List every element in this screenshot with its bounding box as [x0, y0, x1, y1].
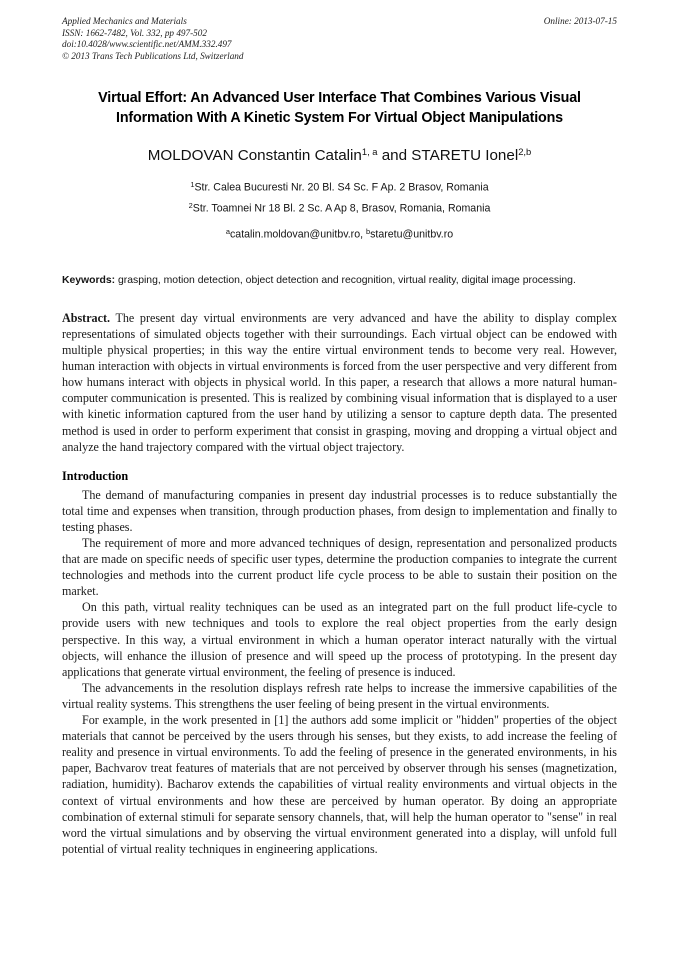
- author-list: [62, 142, 617, 166]
- paragraph: On this path, virtual reality techniques can be used as an integrated part on the full product life-cycle to provide users with new techniques and tools to explore the real object properties from the early design perspective. In this way, a virtual environment in which a human operator interact naturally with the virtual objects, will enhance the illusion of presence and will speed up the process of prototyping. In the present day applications that generate virtual environment, the feeling of presence is induced.: [62, 600, 617, 679]
- affiliation-1-marker: 1: [190, 179, 195, 189]
- page-content: [62, 16, 617, 857]
- email-a: catalin.moldovan@unitbv.ro,: [230, 228, 366, 241]
- paragraph: For example, in the work presented in [1] the authors add some implicit or "hidden" properties of the object materials that cannot be perceived by the users through his senses, but they exists, to add increase the feeling of reality and presence in virtual environments. To add the feeling of presence in the generated environments, in his paper, Bachvarov treat features of materials that are not perceived by observer through his senses (magnetization, radiation, humidity). Bacharov extends the capabilities of virtual reality environments and virtual objects in the context of virtual environments and how these are perceived by human operator. By doing an appropriate combination of external stimuli for separate sensory channels, that, will help the human operator to "sense" in real word the virtual simulations and by observing the virtual environment generated into a display, will unfold full potential of virtual reality techniques in engineering applications.: [62, 713, 617, 856]
- keywords-text: grasping, motion detection, object detection and recognition, virtual reality, digital image processing.: [115, 274, 576, 286]
- author-emails: [62, 224, 617, 243]
- issn-line: ISSN: 1662-7482, Vol. 332, pp 497-502: [62, 27, 207, 38]
- author-conjunction: and: [377, 147, 412, 165]
- section-heading-introduction: Introduction: [62, 468, 129, 483]
- author-2-name: STARETU Ionel: [411, 147, 519, 165]
- email-b: staretu@unitbv.ro: [370, 228, 454, 241]
- affiliation-list: [62, 176, 617, 218]
- keywords-block: [62, 273, 617, 288]
- paragraph: The demand of manufacturing companies in present day industrial processes is to reduce substantially the total time and expenses when transition, through production phases, from design to implementation and finally to testing phases.: [62, 487, 617, 534]
- paragraph: The requirement of more and more advanced techniques of design, representation and personalized products that are made on specific needs of specific user types, determine the production companies to integrate the current technologies and methods into the current product life cycle process to be able to sustain their position on the market.: [62, 536, 617, 599]
- affiliation-2-marker: 2: [188, 200, 193, 210]
- journal-name: Applied Mechanics and Materials: [62, 16, 187, 26]
- affiliation-1: [62, 176, 617, 197]
- abstract-label: Abstract.: [62, 310, 111, 325]
- online-date: Online: 2013-07-15: [543, 16, 617, 26]
- email-a-marker: a: [225, 226, 230, 236]
- paragraph: The advancements in the resolution displays refresh rate helps to increase the immersive capabilities of the virtual reality systems. This strengthens the user feeling of being present in the virtual environments.: [62, 680, 617, 711]
- copyright-line: © 2013 Trans Tech Publications Ltd, Switzerland: [62, 50, 244, 61]
- affiliation-1-text: Str. Calea Bucuresti Nr. 20 Bl. S4 Sc. F Ap. 2 Brasov, Romania: [194, 181, 489, 194]
- introduction-body: [62, 487, 617, 857]
- running-head-first-row: [62, 16, 617, 28]
- running-head: [62, 16, 617, 62]
- abstract-block: [62, 310, 617, 455]
- affiliation-2-text: Str. Toamnei Nr 18 Bl. 2 Sc. A Ap 8, Brasov, Romania, Romania: [192, 202, 491, 215]
- email-b-marker: b: [366, 226, 371, 236]
- author-1-superscript: 1, a: [361, 146, 378, 158]
- keywords-label: Keywords:: [62, 274, 116, 286]
- author-1-name: MOLDOVAN Constantin Catalin: [147, 147, 362, 165]
- affiliation-2: [62, 197, 617, 218]
- author-2-superscript: 2,b: [518, 146, 532, 158]
- abstract-text: The present day virtual environments are very advanced and have the ability to display complex representations of simulated objects together with their surroundings. Each virtual object can be endowed with multiple physical properties; in this way the entire virtual environment tends to become very real. However, human interaction with objects in virtual environments is forced from the user perspective and very different from how humans interact with objects in physical world. In this paper, a research that allows a more natural human-computer communication is presented. This is realized by combining visual information that is displayed to a user with kinetic information captured from the user hand by utilizing a sensor to capture depth data. The presented method is used in order to perform experiment that consist in grasping, moving and dropping a virtual object and analyze the hand trajectory compared with the virtual object trajectory.: [62, 310, 617, 454]
- doi-line: doi:10.4028/www.scientific.net/AMM.332.497: [62, 39, 232, 50]
- paper-title: Virtual Effort: An Advanced User Interface That Combines Various Visual Information With A Kinetic System For Virtual Object Manipulations: [98, 90, 581, 127]
